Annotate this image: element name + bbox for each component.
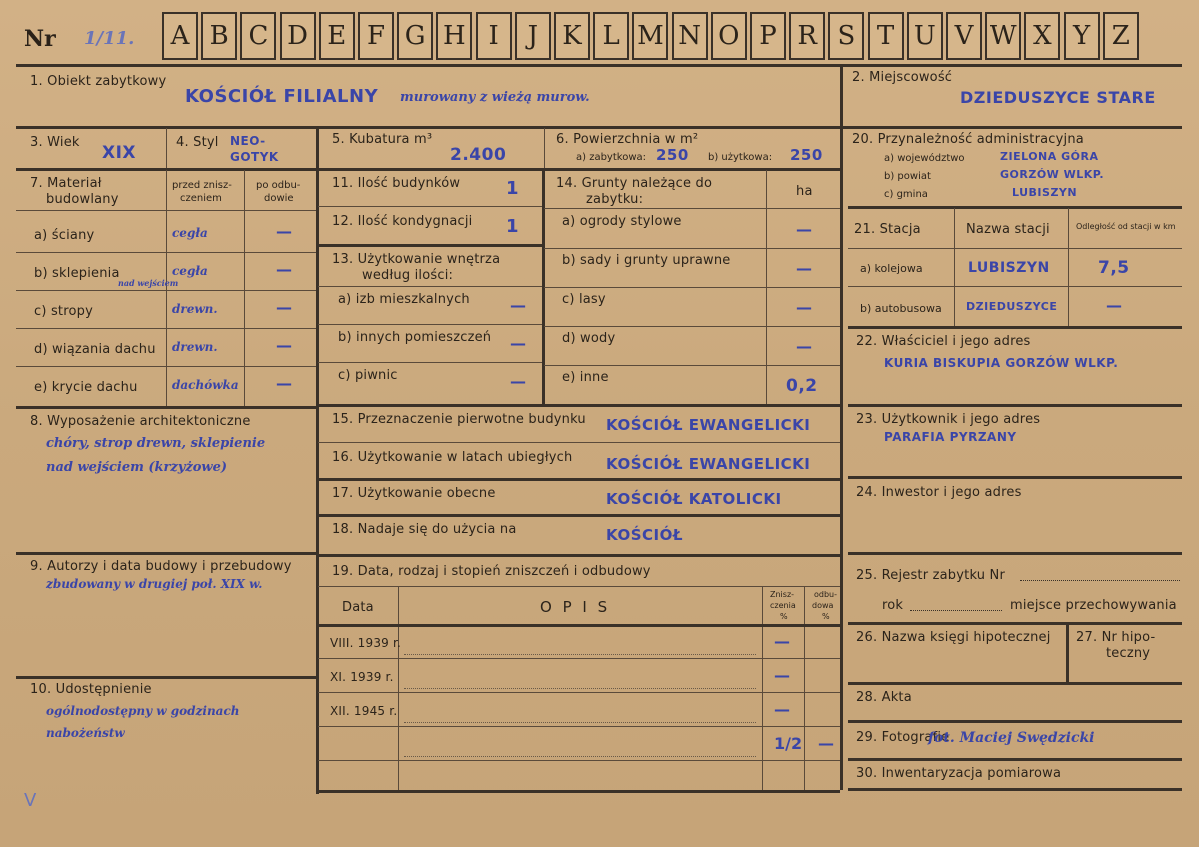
field-19-label: 19. Data, rodzaj i stopień zniszczeń i odbudowy bbox=[332, 564, 651, 579]
index-letter-n: N bbox=[672, 12, 708, 60]
field-18-label: 18. Nadaje się do użycia na bbox=[332, 522, 517, 537]
field-9-value: zbudowany w drugiej poł. XIX w. bbox=[46, 577, 263, 591]
field-21-b-label: b) autobusowa bbox=[860, 302, 942, 315]
field-21-b-name: DZIEDUSZYCE bbox=[966, 300, 1058, 313]
index-letter-i: I bbox=[476, 12, 512, 60]
field-6-label: 6. Powierzchnia w m² bbox=[556, 132, 699, 147]
field-6-b-value: 250 bbox=[790, 146, 823, 164]
index-letter-m: M bbox=[632, 12, 668, 60]
field-13-row-value: — bbox=[510, 372, 526, 391]
field-1-value: KOŚCIÓŁ FILIALNY bbox=[185, 86, 379, 107]
field-24-label: 24. Inwestor i jego adres bbox=[856, 485, 1022, 500]
field-4-label: 4. Styl bbox=[176, 135, 219, 150]
field-13-label-2: według ilości: bbox=[362, 268, 454, 283]
field-5-label: 5. Kubatura m³ bbox=[332, 132, 433, 147]
index-letter-s: S bbox=[828, 12, 864, 60]
field-19-row-date: XI. 1939 r. bbox=[330, 670, 394, 684]
field-7-row-before: drewn. bbox=[172, 302, 218, 316]
field-29-value: fot. Maciej Swędzicki bbox=[928, 730, 1095, 746]
field-20-c-value: LUBISZYN bbox=[1012, 186, 1078, 199]
field-7-row-before: drewn. bbox=[172, 340, 218, 354]
index-letter-x: X bbox=[1024, 12, 1060, 60]
field-21-a-name: LUBISZYN bbox=[968, 260, 1050, 276]
field-19-row-destr: — bbox=[774, 700, 790, 719]
index-letter-j: J bbox=[515, 12, 551, 60]
field-7-row-label: e) krycie dachu bbox=[34, 380, 138, 395]
index-letter-d: D bbox=[280, 12, 316, 60]
field-7-row-after: — bbox=[276, 298, 292, 317]
nr-value: 1/11. bbox=[84, 28, 135, 49]
field-4-value-2: GOTYK bbox=[230, 150, 279, 164]
field-15-value: KOŚCIÓŁ EWANGELICKI bbox=[606, 416, 811, 434]
field-14-row-label: a) ogrody stylowe bbox=[562, 214, 682, 229]
field-14-label-1: 14. Grunty należące do bbox=[556, 176, 713, 191]
field-13-row-label: b) innych pomieszczeń bbox=[338, 330, 492, 345]
index-letter-e: E bbox=[319, 12, 355, 60]
field-7-row-after: — bbox=[276, 374, 292, 393]
index-letter-t: T bbox=[868, 12, 904, 60]
field-1-value-detail: murowany z wieżą murow. bbox=[400, 90, 590, 105]
field-14-row-value: — bbox=[796, 298, 813, 317]
field-14-row-value: — bbox=[796, 259, 813, 278]
index-letter-z: Z bbox=[1103, 12, 1139, 60]
field-27-label-2: teczny bbox=[1106, 646, 1151, 661]
field-19-col-destr-c: % bbox=[780, 612, 788, 621]
field-7-row-before: dachówka bbox=[172, 378, 239, 392]
field-7-row-label: c) stropy bbox=[34, 304, 93, 319]
field-30-label: 30. Inwentaryzacja pomiarowa bbox=[856, 766, 1062, 781]
index-letter-a: A bbox=[162, 12, 198, 60]
field-7-col2-b: dowie bbox=[264, 193, 294, 204]
field-14-row-label: c) lasy bbox=[562, 292, 606, 307]
field-7-col1-b: czeniem bbox=[180, 193, 222, 204]
index-letter-y: Y bbox=[1064, 12, 1100, 60]
field-3-label: 3. Wiek bbox=[30, 135, 80, 150]
field-25-miejsce: miejsce przechowywania bbox=[1010, 598, 1177, 613]
index-letter-o: O bbox=[711, 12, 747, 60]
field-14-row-value: — bbox=[796, 337, 813, 356]
field-19-col-rebuild-a: odbu- bbox=[814, 590, 838, 599]
field-16-value: KOŚCIÓŁ EWANGELICKI bbox=[606, 455, 811, 473]
field-14-row-label: d) wody bbox=[562, 331, 616, 346]
field-5-value: 2.400 bbox=[450, 145, 507, 165]
field-19-row-destr: — bbox=[774, 632, 790, 651]
field-9-label: 9. Autorzy i data budowy i przebudowy bbox=[30, 559, 292, 574]
index-letter-c: C bbox=[240, 12, 276, 60]
field-3-value: XIX bbox=[102, 143, 137, 163]
field-10-label: 10. Udostępnienie bbox=[30, 682, 152, 697]
field-14-label-2: zabytku: bbox=[586, 192, 644, 207]
field-28-label: 28. Akta bbox=[856, 690, 912, 705]
field-7-row-label: b) sklepienia bbox=[34, 266, 120, 281]
field-19-row-destr: — bbox=[774, 666, 790, 685]
field-12-value: 1 bbox=[506, 216, 520, 237]
field-14-unit: ha bbox=[796, 184, 813, 199]
field-8-label: 8. Wyposażenie architektoniczne bbox=[30, 414, 251, 429]
field-19-row-date: XII. 1945 r. bbox=[330, 704, 398, 718]
field-19-col-date: Data bbox=[342, 600, 374, 615]
field-7-row-after: — bbox=[276, 222, 292, 241]
corner-mark: V bbox=[24, 790, 37, 811]
field-19-col-rebuild-c: % bbox=[822, 612, 830, 621]
field-14-row-label: b) sady i grunty uprawne bbox=[562, 253, 731, 268]
index-letter-h: H bbox=[436, 12, 472, 60]
index-letter-u: U bbox=[907, 12, 943, 60]
field-19-col-destr-b: czenia bbox=[770, 601, 796, 610]
field-21-col-dist: Odległość od stacji w km bbox=[1076, 222, 1176, 231]
field-7-row-before: cegła bbox=[172, 226, 208, 240]
field-15-label: 15. Przeznaczenie pierwotne budynku bbox=[332, 412, 586, 427]
field-20-b-value: GORZÓW WLKP. bbox=[1000, 168, 1105, 181]
field-7-row-after: — bbox=[276, 260, 292, 279]
field-7-label-1: 7. Materiał bbox=[30, 176, 102, 191]
index-letter-l: L bbox=[593, 12, 629, 60]
field-13-row-value: — bbox=[510, 334, 526, 353]
field-7-row-label: d) wiązania dachu bbox=[34, 342, 156, 357]
field-11-value: 1 bbox=[506, 178, 520, 199]
field-20-b-label: b) powiat bbox=[884, 171, 931, 182]
field-13-row-label: a) izb mieszkalnych bbox=[338, 292, 470, 307]
field-13-row-value: — bbox=[510, 296, 526, 315]
field-2-value: DZIEDUSZYCE STARE bbox=[960, 88, 1156, 107]
field-19-row-date: VIII. 1939 r. bbox=[330, 636, 402, 650]
index-letter-r: R bbox=[789, 12, 825, 60]
field-19-row-rebuild: — bbox=[818, 734, 834, 753]
field-6-a-value: 250 bbox=[656, 146, 689, 164]
field-21-a-dist: 7,5 bbox=[1098, 258, 1130, 278]
field-21-col-name: Nazwa stacji bbox=[966, 222, 1050, 237]
field-10-line-1: ogólnodostępny w godzinach bbox=[46, 704, 240, 718]
field-12-label: 12. Ilość kondygnacji bbox=[332, 214, 473, 229]
field-21-b-dist: — bbox=[1106, 296, 1122, 315]
field-4-value-1: NEO- bbox=[230, 134, 266, 148]
field-26-label: 26. Nazwa księgi hipotecznej bbox=[856, 630, 1051, 645]
field-14-row-value: 0,2 bbox=[786, 376, 818, 396]
index-letter-v: V bbox=[946, 12, 982, 60]
field-19-col-destr-a: Znisz- bbox=[770, 590, 795, 599]
field-7-label-2: budowlany bbox=[46, 192, 119, 207]
index-letter-w: W bbox=[985, 12, 1021, 60]
field-19-col-desc: O P I S bbox=[540, 598, 611, 616]
field-22-label: 22. Właściciel i jego adres bbox=[856, 334, 1031, 349]
nr-label: Nr bbox=[24, 26, 56, 52]
field-18-value: KOŚCIÓŁ bbox=[606, 526, 683, 544]
field-13-label-1: 13. Użytkowanie wnętrza bbox=[332, 252, 501, 267]
field-6-a-label: a) zabytkowa: bbox=[576, 152, 646, 163]
field-19-col-rebuild-b: dowa bbox=[812, 601, 834, 610]
field-13-row-label: c) piwnic bbox=[338, 368, 398, 383]
field-19-row-destr: 1/2 bbox=[774, 734, 803, 753]
field-7-row-label: a) ściany bbox=[34, 228, 95, 243]
field-16-label: 16. Użytkowanie w latach ubiegłych bbox=[332, 450, 573, 465]
field-11-label: 11. Ilość budynków bbox=[332, 176, 461, 191]
index-letter-p: P bbox=[750, 12, 786, 60]
field-22-value: KURIA BISKUPIA GORZÓW WLKP. bbox=[884, 356, 1119, 370]
field-10-line-2: nabożeństw bbox=[46, 726, 125, 740]
index-letter-f: F bbox=[358, 12, 394, 60]
field-23-value: PARAFIA PYRZANY bbox=[884, 430, 1017, 444]
field-7-col1-a: przed znisz- bbox=[172, 180, 232, 191]
field-7-row-note: nad wejściem bbox=[118, 278, 179, 288]
field-20-c-label: c) gmina bbox=[884, 189, 928, 200]
field-7-col2-a: po odbu- bbox=[256, 180, 301, 191]
field-23-label: 23. Użytkownik i jego adres bbox=[856, 412, 1041, 427]
field-7-row-after: — bbox=[276, 336, 292, 355]
field-14-row-value: — bbox=[796, 220, 813, 239]
field-21-label: 21. Stacja bbox=[854, 222, 921, 237]
field-20-a-value: ZIELONA GÓRA bbox=[1000, 150, 1099, 163]
field-27-label-1: 27. Nr hipo- bbox=[1076, 630, 1156, 645]
field-20-label: 20. Przynależność administracyjna bbox=[852, 132, 1084, 147]
field-6-b-label: b) użytkowa: bbox=[708, 152, 773, 163]
field-8-line-1: chóry, strop drewn, sklepienie bbox=[46, 436, 266, 451]
field-17-label: 17. Użytkowanie obecne bbox=[332, 486, 496, 501]
field-8-line-2: nad wejściem (krzyżowe) bbox=[46, 460, 227, 475]
index-letter-k: K bbox=[554, 12, 590, 60]
field-17-value: KOŚCIÓŁ KATOLICKI bbox=[606, 490, 782, 508]
field-1-label: 1. Obiekt zabytkowy bbox=[30, 74, 167, 89]
field-7-row-before: cegła bbox=[172, 264, 208, 278]
field-29-label: 29. Fotografie bbox=[856, 730, 950, 745]
field-25-rok: rok bbox=[882, 598, 904, 613]
field-20-a-label: a) województwo bbox=[884, 153, 965, 164]
index-letter-g: G bbox=[397, 12, 433, 60]
index-letter-b: B bbox=[201, 12, 237, 60]
field-21-a-label: a) kolejowa bbox=[860, 262, 923, 275]
field-25-label: 25. Rejestr zabytku Nr bbox=[856, 568, 1006, 583]
field-14-row-label: e) inne bbox=[562, 370, 609, 385]
field-2-label: 2. Miejscowość bbox=[852, 70, 953, 85]
